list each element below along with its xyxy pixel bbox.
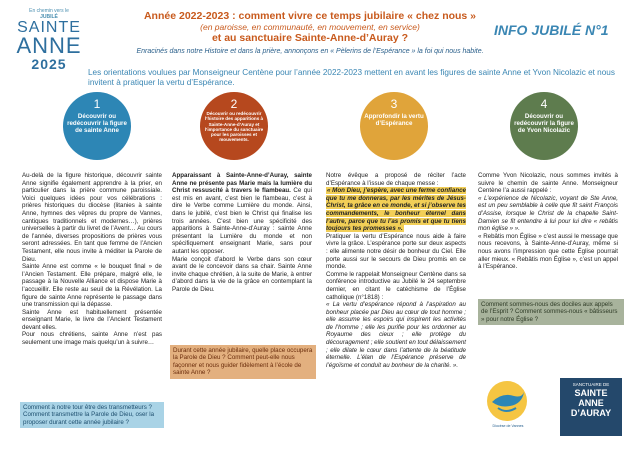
logo-sub: JUBILÉ <box>40 14 58 20</box>
logo-top-line: En chemin vers le <box>29 8 69 14</box>
column-esperance <box>326 172 466 369</box>
intro-text: Les orientations voulues par Monseigneur Centène pour l’année 2022-2023 mettent en avant les figures de sainte Anne et Yvon Nicolazic et nous invitent à pratiquer la vertu d’Espérance. <box>88 68 615 87</box>
info-badge: INFO JUBILÉ N°1 <box>494 22 609 38</box>
circle-label: Découvrir ou redécouvrir la figure de Yvon Nicolazic <box>514 113 574 134</box>
circle-label: Découvrir ou redécouvrir la figure de sainte Anne <box>67 113 127 134</box>
col3-paragraph: Comme le rappelait Monseigneur Centène dans sa conférence introductive au Jubilé le 24 septembre dernier, en citant le catéchisme de l’Église catholique (n°1818) : <box>326 270 466 301</box>
col3-paragraph <box>326 187 466 233</box>
circle-number: 4 <box>540 97 548 111</box>
col3-paragraph: Notre évêque a proposé de réciter l’acte d’Espérance à l’issue de chaque messe : <box>326 172 466 187</box>
catechism-citation: « La vertu d’espérance répond à l’aspiration au bonheur placée par Dieu au cœur de tout homme ; elle assume les espoirs qui inspirent les activités de l’homme ; elle les purifie pour les ordonner au Royaume des cieux ; elle protège du découragement ; elle soutient en tout délaissement ; elle dilate le cœur dans l’attente de la béatitude éternelle. L’élan de l’Espérance préserve de l’égoïsme et conduit au bonheur de la charité. ». <box>326 301 466 369</box>
diocese-label: Diocèse de Vannes <box>492 424 524 428</box>
col1-paragraph: Sainte Anne est comme « le bouquet final » de l’Ancien Testament. Elle prépare, malgré elle, le passage à la Nouvelle Alliance et dispose Marie à l’accueillir. Elle reste au seuil de la Révélation. La figure de sainte Anne représente le passage dans une transmission qui la dépasse. <box>22 263 162 309</box>
col1-paragraph: Au-delà de la figure historique, découvrir sainte Anne signifie également apprendre à la prier, en particulier dans la prière commune paroissiale. Voici quelques idées pour vos célébrations : prières historiques du diocèse (litanies à sainte Anne, hymnes des vêpres du propre de Vannes, cantiques traditionnels et modernes…), prières universelles à partir du livret de l’Avent… Au cours de l’année, diverses propositions de prières vous seront adressées. En tant que femme de l’Ancien Testament, elle nous invite à méditer la Parole de Dieu. <box>22 172 162 263</box>
sanct-name2: ANNE <box>578 398 604 408</box>
act-of-hope-quote: « Mon Dieu, j’espère, avec une ferme confiance que tu me donneras, par les mérites de Jésus-Christ, ta grâce en ce monde, et si j’observe tes commandements, le bonheur éternel dans l’autre, parce que tu l’as promis et que tu tiens toujours tes promesses ». <box>326 187 466 233</box>
question-box-2: Durant cette année jubilaire, quelle place occupera la Parole de Dieu ? Comment peut-elle nous façonner et nous guider fidèlement à l’école de sainte Anne ? <box>170 345 316 379</box>
header-line4: Enracinés dans notre Histoire et dans la prière, annonçons en « Pèlerins de l’Espérance » la foi qui nous habite. <box>136 48 484 55</box>
logo-name2: ANNE <box>16 33 82 58</box>
col4-paragraph: Comme Yvon Nicolazic, nous sommes invités à suivre le chemin de sainte Anne. Monseigneur Centène l’a aussi rappelé : <box>478 172 618 195</box>
circle-number: 3 <box>390 97 398 111</box>
circle-label: Approfondir la vertu d’Espérance <box>364 113 424 127</box>
col4-paragraph: « Rebâtis mon Église » c’est aussi le message que nous recevons, à Sainte-Anne-d’Auray, même si nous avons l’impression que cette Église pourrait aller mieux. « Rebâtis mon Église », c’est un appel à l’Espérance. <box>478 232 618 271</box>
circle-4 <box>510 92 578 160</box>
col3-paragraph: Pratiquer la vertu d’Espérance nous aide à faire vivre la grâce. L’espérance porte sur deux aspects : elle alimente notre désir de bonheur du Ciel. Elle porte aussi sur le secours de Dieu promis en ce monde. <box>326 232 466 271</box>
circle-2 <box>200 92 268 160</box>
col1-paragraph: Pour nous chrétiens, sainte Anne n’est pas seulement une image mais quelqu’un à suivre… <box>22 331 162 347</box>
col4-citation: « L’expérience de Nicolazic, voyant de Ste Anne, est un peu semblable à celle que fit saint François d’Assise, lorsque le Christ de la chapelle Saint-Damien se fit entendre à lui pour lui dire « rebâtis mon église » ». <box>478 194 618 233</box>
page-header <box>100 10 520 57</box>
column-apparitions <box>172 172 312 294</box>
col2-paragraph: Marie conçoit d’abord le Verbe dans son cœur avant de le concevoir dans sa chair. Sainte Anne invite chaque chrétien, à la suite de Marie, à entrer d’abord dans la vie de la grâce en contemplant la Parole de Dieu. <box>172 255 312 293</box>
header-line2: (en paroisse, en communauté, en mouvement, en service) <box>200 22 420 32</box>
sanctuary-logo <box>560 378 622 436</box>
sanct-name1: SAINTE <box>574 388 608 398</box>
circle-number: 1 <box>93 97 101 111</box>
col2-rest: Ce qui est mis en avant, c’est bien le flambeau, c’est à dire le Verbe comme Lumière du monde. Ainsi, dans le jubilé, c’est bien le Christ qui finalise les trois années. C’est bien une spécificité des apparitions à Sainte-Anne-d’Auray : sainte Anne présentant la Lumière du monde et non spécifiquement enseignant Marie, sans pour autant les opposer. <box>172 187 312 255</box>
logo-year: 2025 <box>31 56 67 72</box>
diocese-dove-logo <box>484 378 530 424</box>
jubilee-logo <box>14 8 84 88</box>
col2-paragraph <box>172 172 312 256</box>
col1-paragraph: Sainte Anne est habituellement présentée enseignant Marie, le livre de l’Ancient Testament devant elles. <box>22 308 162 331</box>
col2-bold-lead: Apparaissant à Sainte-Anne-d’Auray, sainte Anne ne présente pas Marie mais la lumière du Christ ressuscité à travers le flambeau. <box>172 172 312 195</box>
circle-3 <box>360 92 428 160</box>
question-box-4: Comment sommes-nous des dociles aux appels de l’Esprit ? Comment sommes-nous « bâtisseurs » pour notre Église ? <box>478 299 624 325</box>
circle-number: 2 <box>230 97 238 111</box>
column-nicolazic <box>478 172 618 271</box>
sanct-name3: D’AURAY <box>570 408 612 418</box>
circle-1 <box>63 92 131 160</box>
header-line1: Année 2022-2023 : comment vivre ce temps jubilaire « chez nous » <box>143 10 477 22</box>
logo-name1: SAINTE <box>17 19 81 36</box>
header-line3: et au sanctuaire Sainte-Anne-d’Auray ? <box>211 32 409 44</box>
sanct-top: SANCTUAIRE DE <box>572 382 610 387</box>
column-sainte-anne <box>22 172 162 347</box>
circle-label: Découvrir ou redécouvrir l’histoire des apparitions à Sainte-Anne-d’Auray et l’importance du sanctuaire pour les paroisses et mouvements. <box>204 111 264 143</box>
question-box-1: Comment à notre tour être des transmetteurs ? Comment transmettre la Parole de Dieu, oser la proposer durant cette année jubilaire ? <box>20 402 164 428</box>
